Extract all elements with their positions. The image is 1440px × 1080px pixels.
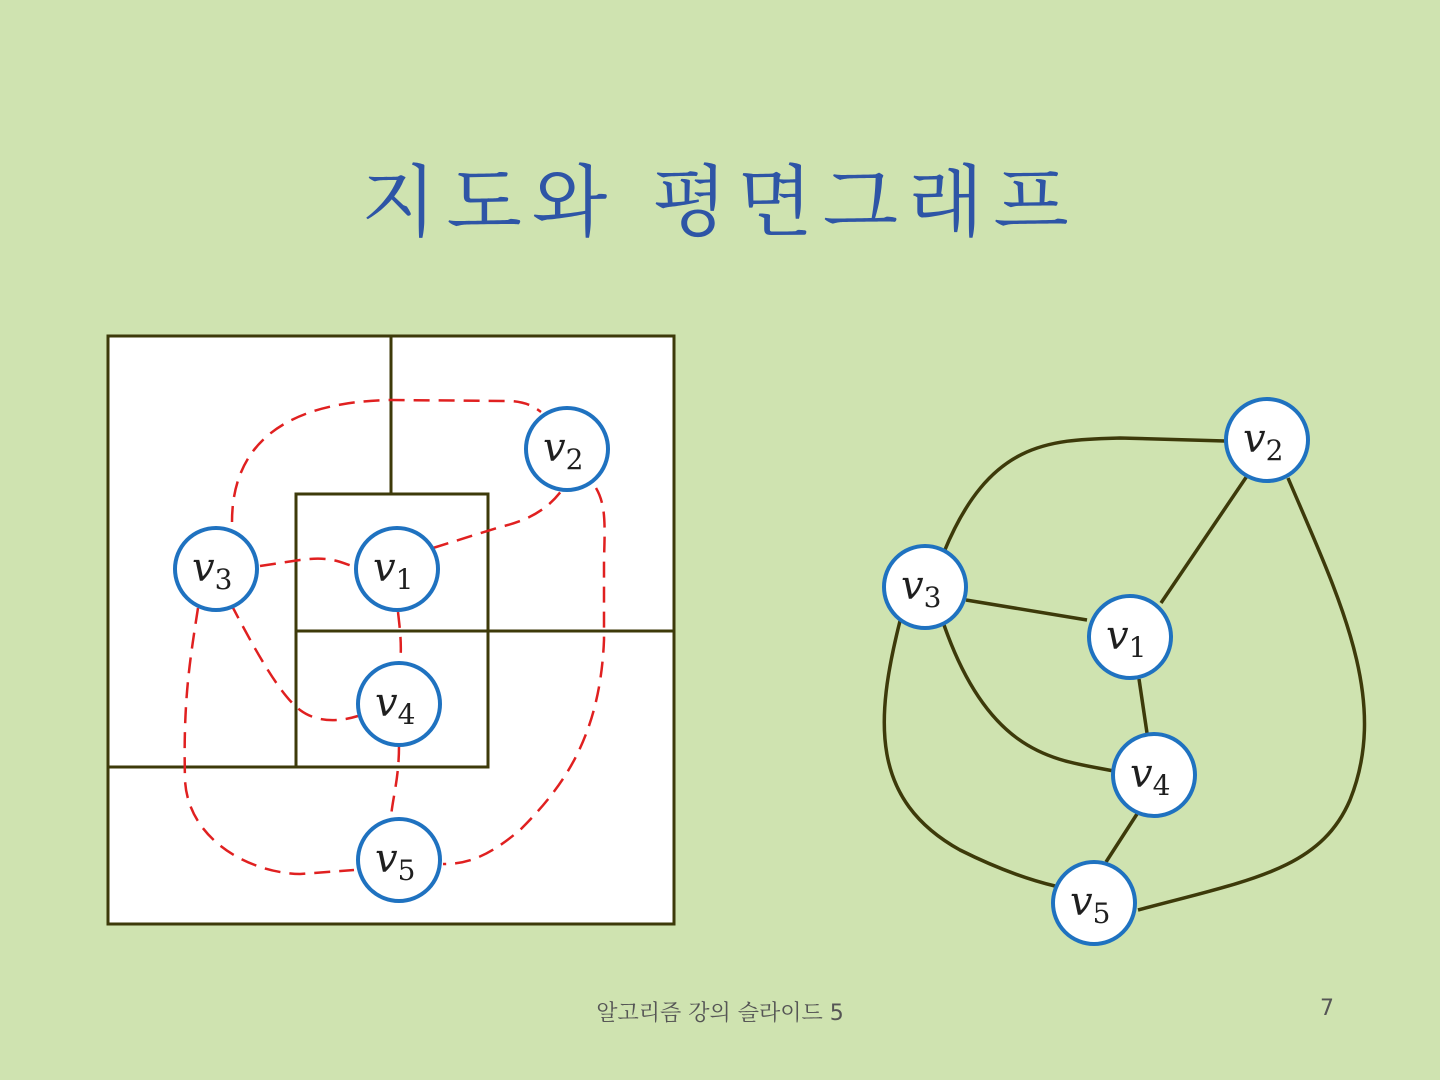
vertex-label-subscript: 2 xyxy=(1265,434,1284,467)
graph-edge-v3-v2 xyxy=(944,438,1225,552)
map-vertex-v2 xyxy=(526,408,608,490)
graph-vertex-v2 xyxy=(1226,399,1308,481)
page-number: 7 xyxy=(1320,996,1334,1021)
vertex-label-base: v xyxy=(1243,416,1266,462)
slide-footer: 알고리즘 강의 슬라이드 5 xyxy=(596,1001,844,1026)
vertex-label-subscript: 5 xyxy=(1092,897,1111,930)
graph-vertex-v4 xyxy=(1113,734,1195,816)
map-vertex-v5 xyxy=(358,819,440,901)
vertex-label-subscript: 1 xyxy=(395,563,414,596)
graph-edge-v1-v4 xyxy=(1139,679,1147,733)
vertex-label-base: v xyxy=(1130,751,1153,797)
planar-graph xyxy=(884,399,1365,944)
map-vertex-v4 xyxy=(358,663,440,745)
graph-vertex-v5 xyxy=(1053,862,1135,944)
vertex-label-base: v xyxy=(543,425,566,471)
vertex-label-base: v xyxy=(375,836,398,882)
vertex-label-subscript: 4 xyxy=(397,698,416,731)
map-figure xyxy=(108,336,674,924)
vertex-label-subscript: 1 xyxy=(1128,631,1147,664)
graph-vertex-v3 xyxy=(884,546,966,628)
vertex-label-base: v xyxy=(373,545,396,591)
vertex-label-subscript: 3 xyxy=(214,563,233,596)
vertex-label-subscript: 2 xyxy=(565,443,584,476)
vertex-label-subscript: 4 xyxy=(1152,769,1171,802)
graph-edge-v2-v5 xyxy=(1138,478,1365,910)
graph-edge-v3-v5 xyxy=(884,621,1055,886)
vertex-label-base: v xyxy=(901,563,924,609)
map-vertex-v3 xyxy=(175,528,257,610)
vertex-label-subscript: 5 xyxy=(397,854,416,887)
vertex-label-subscript: 3 xyxy=(923,581,942,614)
vertex-label-base: v xyxy=(375,680,398,726)
graph-edge-v4-v5 xyxy=(1106,814,1137,862)
vertex-label-base: v xyxy=(192,545,215,591)
graph-vertex-v1 xyxy=(1089,596,1171,678)
graph-edge-v1-v2 xyxy=(1161,476,1247,603)
graph-edge-v3-v1 xyxy=(966,600,1087,620)
vertex-label-base: v xyxy=(1106,613,1129,659)
vertex-label-base: v xyxy=(1070,879,1093,925)
map-vertex-v1 xyxy=(356,528,438,610)
slide-title: 지도와 평면그래프 xyxy=(361,158,1079,248)
